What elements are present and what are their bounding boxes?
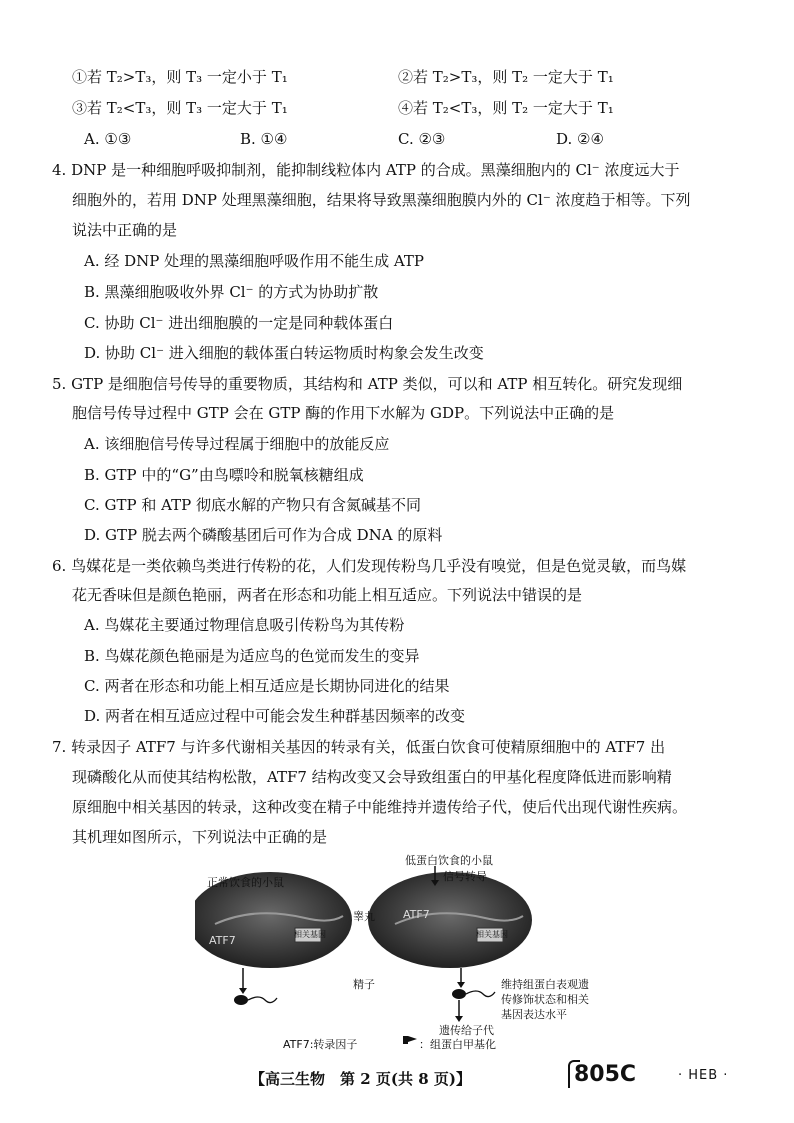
q5-stem-line-2: 胞信号传导过程中 GTP 会在 GTP 酶的作用下水解为 GDP。下列说法中正确的是 (72, 404, 615, 422)
q7-stem-line-2: 现磷酸化从而使其结构松散，ATF7 结构改变又会导致组蛋白的甲基化程度降低进而影响精 (72, 768, 672, 786)
related-gene-left-label: 相关基因 (294, 930, 326, 939)
maintain-label-2: 传修饰状态和相关 (501, 993, 589, 1006)
q7-stem-line-4: 其机理如图所示，下列说法中正确的是 (72, 828, 328, 846)
q5-option-c: C. GTP 和 ATP 彻底水解的产物只有含氮碱基不同 (84, 496, 421, 514)
testis-label: 睾丸 (353, 910, 375, 923)
q7-stem-line-3: 原细胞中相关基因的转录，这种改变在精子中能维持并遗传给子代，使后代出现代谢性疾病。 (72, 798, 688, 816)
q4-stem-line-3: 说法中正确的是 (72, 221, 178, 239)
normal-diet-mouse-label: 正常饮食的小鼠 (207, 876, 284, 889)
q6-option-c: C. 两者在形态和功能上相互适应是长期协同进化的结果 (84, 677, 450, 695)
atf7-right-label: ATF7 (403, 908, 430, 921)
related-gene-right-label: 相关基因 (476, 930, 508, 939)
normal-sperm-head (234, 995, 248, 1005)
maintain-label-1: 维持组蛋白表观遗 (501, 978, 589, 991)
q7-stem-line-1: 7. 转录因子 ATF7 与许多代谢相关基因的转录有关，低蛋白饮食可使精原细胞中的 ATF7 出 (52, 738, 666, 756)
low-protein-sperm-head (452, 989, 466, 999)
q5-option-b: B. GTP 中的“G”由鸟嘌呤和脱氧核糖组成 (84, 466, 364, 484)
legend-methylation: ：组蛋白甲基化 (419, 1038, 496, 1051)
inherit-label: 遗传给子代 (439, 1024, 494, 1037)
q6-stem-line-2: 花无香味但是颜色艳丽，两者在形态和功能上相互适应。下列说法中错误的是 (72, 586, 583, 604)
exam-mark: · HEB · (678, 1068, 729, 1083)
q3-option-d: D. ②④ (556, 130, 604, 148)
q5-option-a: A. 该细胞信号传导过程属于细胞中的放能反应 (84, 435, 390, 453)
q6-option-a: A. 鸟媒花主要通过物理信息吸引传粉鸟为其传粉 (84, 616, 405, 634)
q3-option-a: A. ①③ (84, 130, 132, 148)
q3-option-c: C. ②③ (398, 130, 446, 148)
q4-option-d: D. 协助 Cl⁻ 进入细胞的载体蛋白转运物质时构象会发生改变 (84, 344, 484, 362)
q6-option-d: D. 两者在相互适应过程中可能会发生种群基因频率的改变 (84, 707, 466, 725)
mechanism-figure (195, 854, 615, 1058)
q3-statement-2: ②若 T₂>T₃，则 T₂ 一定大于 T₁ (398, 68, 614, 86)
q6-option-b: B. 鸟媒花颜色艳丽是为适应鸟的色觉而发生的变异 (84, 647, 420, 665)
exam-code: 805C (574, 1062, 637, 1087)
q4-option-c: C. 协助 Cl⁻ 进出细胞膜的一定是同种载体蛋白 (84, 314, 394, 332)
sperm-label: 精子 (353, 978, 375, 991)
q3-statement-1: ①若 T₂>T₃，则 T₃ 一定小于 T₁ (72, 68, 288, 86)
q4-stem-line-2: 细胞外的，若用 DNP 处理黑藻细胞，结果将导致黑藻细胞膜内外的 Cl⁻ 浓度趋于相等。下列 (72, 191, 691, 209)
q4-stem-line-1: 4. DNP 是一种细胞呼吸抑制剂，能抑制线粒体内 ATP 的合成。黑藻细胞内的 Cl⁻ 浓度远大于 (52, 161, 680, 179)
low-protein-mouse-label: 低蛋白饮食的小鼠 (405, 854, 493, 867)
q5-option-d: D. GTP 脱去两个磷酸基团后可作为合成 DNA 的原料 (84, 526, 443, 544)
q3-option-b: B. ①④ (240, 130, 288, 148)
signal-transduction-label: 信号转导 (443, 870, 487, 883)
q6-stem-line-1: 6. 鸟媒花是一类依赖鸟类进行传粉的花，人们发现传粉鸟几乎没有嗅觉，但是色觉灵敏，而鸟媒 (52, 557, 687, 575)
q5-stem-line-1: 5. GTP 是细胞信号传导的重要物质，其结构和 ATP 类似，可以和 ATP 相互转化。研究发现细 (52, 375, 683, 393)
q3-statement-4: ④若 T₂<T₃，则 T₂ 一定大于 T₁ (398, 99, 614, 117)
q4-option-b: B. 黑藻细胞吸收外界 Cl⁻ 的方式为协助扩散 (84, 283, 379, 301)
q4-option-a: A. 经 DNP 处理的黑藻细胞呼吸作用不能生成 ATP (84, 252, 425, 270)
q3-statement-3: ③若 T₂<T₃，则 T₃ 一定大于 T₁ (72, 99, 288, 117)
legend-atf7: ATF7:转录因子 (283, 1038, 358, 1051)
maintain-label-3: 基因表达水平 (501, 1008, 567, 1021)
page-footer: 【高三生物 第 2 页(共 8 页)】 (250, 1070, 471, 1088)
atf7-left-label: ATF7 (209, 934, 236, 947)
